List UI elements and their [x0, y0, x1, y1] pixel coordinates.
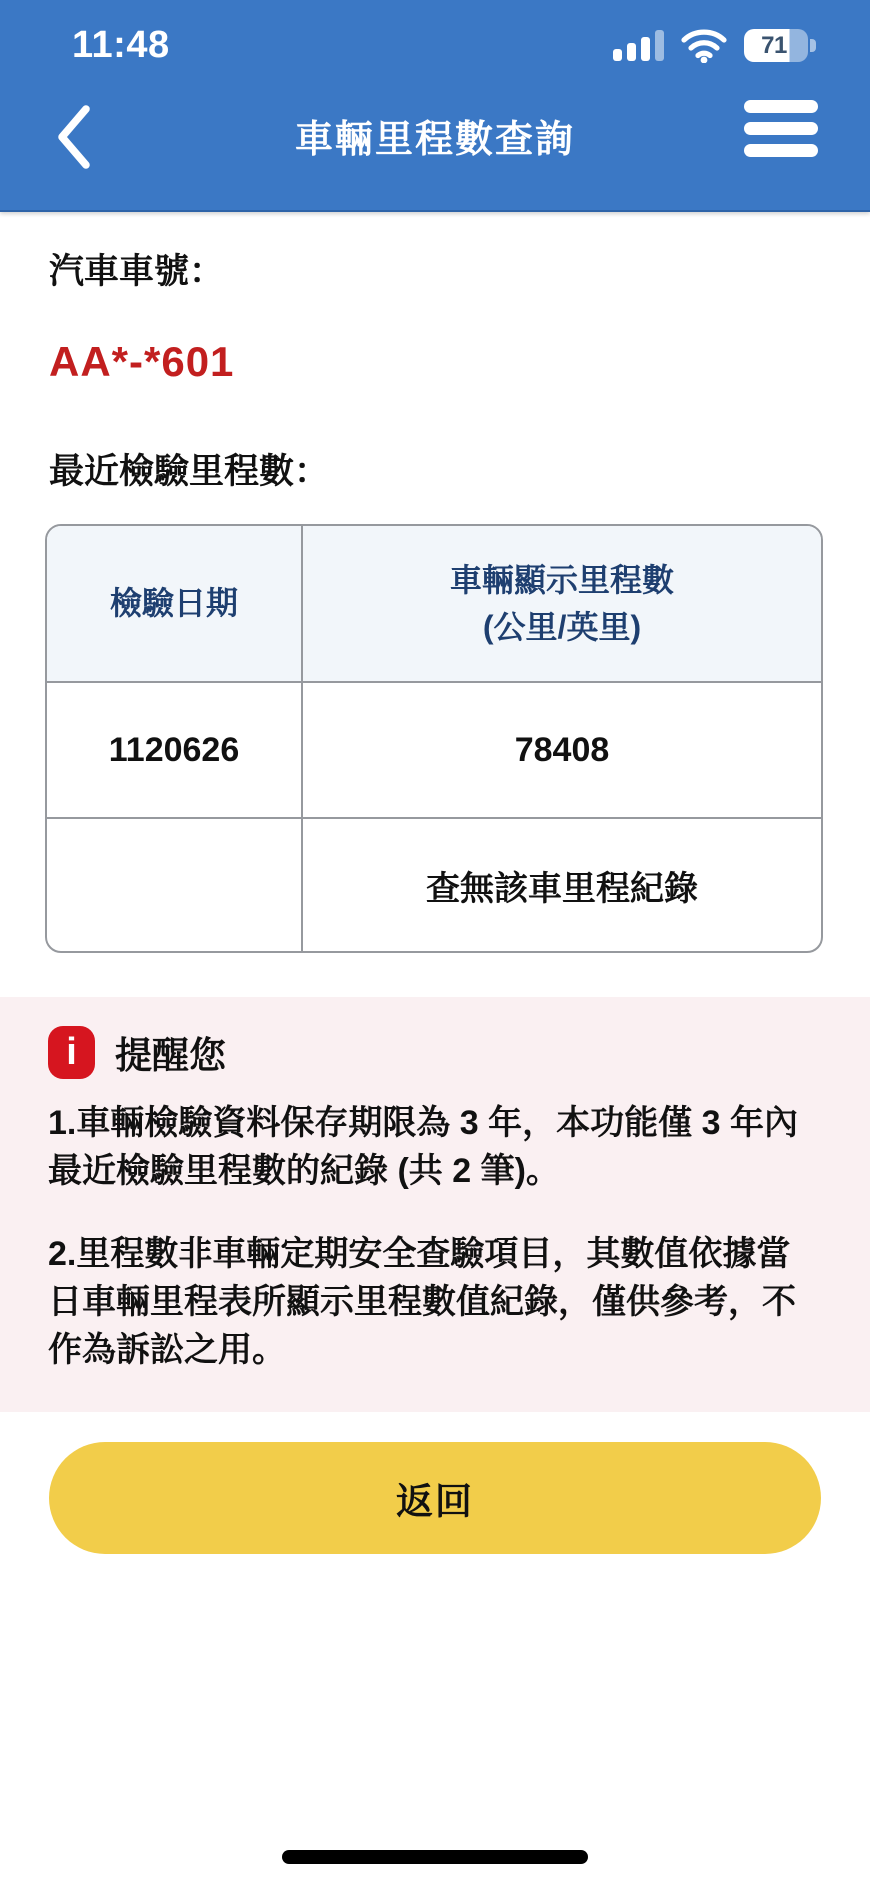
battery-level	[744, 29, 808, 62]
wifi-icon	[681, 29, 727, 63]
main-content	[0, 244, 870, 953]
table-header-mileage-line2: (公里/英里)	[482, 608, 642, 645]
return-button[interactable]: 返回	[49, 1442, 821, 1554]
cellular-signal-icon	[613, 30, 664, 61]
menu-button[interactable]	[742, 98, 820, 159]
notice-title: 提醒您	[115, 1035, 226, 1076]
plate-label: 汽車車號：	[49, 252, 225, 291]
table-cell-mileage-2: 查無該車里程紀錄	[426, 869, 698, 908]
table-header-mileage	[303, 526, 821, 683]
battery-percent: 71	[761, 31, 787, 59]
table-cell-date-2	[47, 819, 303, 951]
home-indicator[interactable]	[282, 1850, 588, 1864]
battery-icon	[744, 29, 816, 62]
app-header	[0, 0, 870, 212]
table-header-mileage-line1: 車輛顯示里程數	[449, 562, 674, 599]
mileage-label: 最近檢驗里程數：	[49, 452, 330, 491]
page-title: 車輛里程數查詢	[294, 119, 575, 161]
notice-item-2: 2.里程數非車輛定期安全查驗項目，其數值依據當日車輛里程表所顯示里程數值紀錄，僅供參考，不作為訴訟之用。	[48, 1234, 796, 1370]
table-header-date-label: 檢驗日期	[109, 585, 238, 622]
battery-cap	[810, 39, 816, 52]
nav-bar	[0, 96, 870, 168]
status-icons	[613, 29, 816, 63]
hamburger-icon	[744, 100, 818, 113]
table-cell-date-1: 1120626	[47, 683, 303, 819]
mileage-table	[45, 524, 823, 953]
table-cell-mileage-1: 78408	[303, 683, 821, 819]
notice-header	[48, 1025, 822, 1079]
notice-section	[0, 997, 870, 1412]
notice-item-1: 1.車輛檢驗資料保存期限為 3 年，本功能僅 3 年內最近檢驗里程數的紀錄 (共 2 筆)。	[48, 1104, 798, 1191]
plate-value: AA*-*601	[49, 338, 235, 385]
status-bar	[72, 24, 816, 67]
status-time: 11:48	[72, 24, 170, 66]
table-header-date	[47, 526, 303, 683]
info-icon	[48, 1026, 95, 1079]
